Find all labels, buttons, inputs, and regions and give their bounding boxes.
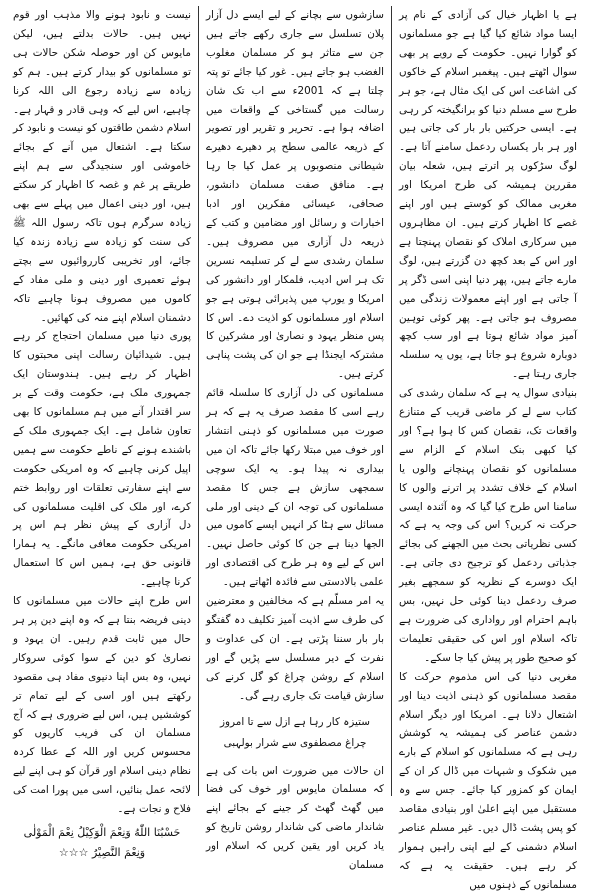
article-paragraph: یہ امر مسلّم ہے کہ مخالفین و معترضین کی طرف سے اذیت آمیز تکلیف دہ گفتگو بار بار سننا پڑتی ہے۔ ان کی عداوت و نفرت کے دیر مسلسل سے پڑیں گے اور اسلام کے روشن چراغ کو گل کرنے کی سازش قیامت تک جاری رہے گی۔ [206, 595, 384, 702]
article-paragraph: نیست و نابود ہونے والا مذہب اور قوم نہیں ہیں۔ حالات بدلتے ہیں، لیکن مایوس کن اور حوصلہ شکن حالات ہی تو مسلمانوں کو بیدار کرتے ہیں۔ ہم کو زیادہ سے زیادہ رجوع الی اللہ کرنا چاہیے، اس لیے کہ وہی قادر و قہار ہے۔ اسلام دشمن طاقتوں کو نیست و نابود کر سکتا ہے۔ اشتعال میں آنے کے بجائے خاموشی اور سنجیدگی سے ہم اپنے طریقے پر غم و غصہ کا اظہار کر سکتے ہیں، اور دینی اعمال میں پہلے سے بھی زیادہ سرگرم ہوں تاکہ رسول اللہ ﷺ کی سنت کو زیادہ سے زیادہ زندہ کیا جائے، اور تخریبی کارروائیوں سے بچتے ہوئے تعمیری اور دینی و ملی مفاد کے کاموں میں مصروف ہونا چاہیے تاکہ دشمنان اسلام اپنے منہ کی کھائیں۔ [13, 9, 191, 324]
article-paragraph: مغربی دنیا کی اس مذموم حرکت کا مقصد مسلمانوں کو ذہنی اذیت دینا اور اشتعال دلانا ہے۔ امریکا اور دیگر اسلام دشمن عناصر کی ہمیشہ یہ کوشش رہی ہے کہ مسلمانوں کو اسلام کے بارے میں شکوک و شبہات میں ڈال کر ان کے ایمان کو کمزور کیا جائے۔ جس سے وہ مستقبل میں اپنے اعلیٰ اور بنیادی مقاصد کو پس پشت ڈال دیں۔ غیر مسلم عناصر اسلام دشمنی کے لیے اپنی راہیں ہموار کر رہے ہیں۔ حقیقت یہ ہے کہ مسلمانوں کے ذہنوں میں [399, 670, 577, 891]
article-paragraph: بنیادی سوال یہ ہے کہ سلمان رشدی کی کتاب سے لے کر ماضی قریب کے متنازع واقعات تک، نقصان کس کا ہوا ہے؟ اور کیا کبھی بنک اسلام کے الزام سے مسلمانوں کو نقصان پہنچانے والوں یا اسلام کے خلاف تشدد پر اترنے والوں کا سامنا اس طرح کیا گیا کہ وہ آئندہ ایسی حرکت نہ کریں؟ اس کی وجہ یہ ہے کہ کسی نظریاتی بحث میں الجھنے کی بجائے جذباتی ردعمل کو ترجیح دی جاتی ہے۔ ایک دوسرے کے نظریہ کو سمجھے بغیر صرف ردعمل دینا کوئی حل نہیں، بس باہم احترام اور رواداری کی ضرورت ہے تاکہ اسلام اور اس کی حقیقی تعلیمات کو صحیح طور پر پیش کیا جا سکے۔ [399, 387, 577, 664]
article-paragraph: سازشوں سے بچانے کے لیے ایسے دل آزار پلان تسلسل سے جاری رکھے جاتے ہیں جن سے متاثر ہو کر مسلمان مغلوب الغضب ہو جاتے ہیں۔ غور کیا جائے تو پتہ چلتا ہے کہ 2001ء سے اب تک شان رسالت میں گستاخی کے واقعات میں اضافہ ہوا ہے۔ تحریر و تقریر اور تصویر کے ذریعہ عالمی سطح پر دھیرے دھیرے شیطانی منصوبوں پر عمل کیا جا رہا ہے۔ منافق صفت مسلمان دانشور، صحافی، عیسائی مفکرین اور ادبا اخبارات و رسائل اور مضامین و کتب کے ذریعہ دل آزاری میں مصروف ہیں۔ سلمان رشدی سے لے کر تسلیمہ نسرین تک ہر اس ادیب، فلمکار اور دانشور کی امریکا و یورپ میں پذیرائی ہوتی ہے جو اسلام اور مسلمانوں کو اذیت دے۔ اس کا پس منظر یہود و نصاریٰ اور مشرکین کا مشترکہ ایجنڈا ہے جو ان کی پشت پناہی کرتے ہیں۔ [206, 9, 384, 381]
article-paragraph: ہے یا اظہار خیال کی آزادی کے نام پر ایسا مواد شائع کیا گیا ہے جو مسلمانوں کو گوارا نہیں۔ حکومت کے رویے پر بھی سوال اٹھتے ہیں۔ پیغمبر اسلام کے خاکوں کی اشاعت اس کی ایک مثال ہے، جو ہر طرح سے مسلم دنیا کو برانگیختہ کر رہی ہے۔ ایسی حرکتیں بار بار کی جاتی ہیں اور ہر بار یکساں ردعمل سامنے آتا ہے۔ لوگ سڑکوں پر اترتے ہیں، شعلہ بیان مقررین ہمیشہ کی طرح امریکا اور مغربی ممالک کو کوستے ہیں اور اپنے غصے کا اظہار کرتے ہیں۔ ان مظاہروں میں سرکاری املاک کو نقصان پہنچتا ہے اور اس کے بعد کچھ دن گزرتے ہیں، لوگ مارے جاتے ہیں، پھر دنیا اپنی اسی ڈگر پر آ جاتی ہے اور اپنے معمولات زندگی میں مصروف ہو جاتی ہے۔ پھر کوئی توہین آمیز مواد شائع ہوتا ہے اور سب کچھ دوبارہ شروع ہو جاتا ہے، یوں یہ سلسلہ جاری رہتا ہے۔ [399, 9, 577, 381]
article-column-middle [199, 6, 392, 872]
article-column-right [392, 6, 584, 891]
article-paragraph: اس طرح اپنے حالات میں مسلمانوں کا دینی فریضہ بنتا ہے کہ وہ اپنے دین پر ہر حال میں ثابت قدم رہیں۔ ان یہود و نصاریٰ کو دین کے سوا کوئی سروکار نہیں، وہ بس اپنا دنیوی مفاد ہی مقصود رکھتے ہیں اور اسی کے لیے تمام تر کوششیں ہیں، اس لیے ضروری ہے کہ آج مسلمان ان کی فریب کاریوں کو محسوس کریں اور اللہ کے عطا کردہ نظام دینی اسلام اور قرآن کو ہی اپنے لیے لائحہ عمل بنائیں، اسی میں پورا امت کی فلاح و نجات ہے۔ [13, 595, 191, 816]
poetry-couplet: ستیزہ کار رہا ہے ازل سے تا امروز چراغ مصطفوی سے شرار بولہبی [219, 715, 371, 749]
article-column-left [6, 6, 199, 859]
article-paragraph: پوری دنیا میں مسلمان احتجاج کر رہے ہیں۔ شیدائیان رسالت اپنی محبتوں کا اظہار کر رہے ہیں۔ ہندوستان ایک جمہوری ملک ہے، حکومت وقت کے بر سر اقتدار آنے میں ہم مسلمانوں کا بھی تعاون شامل ہے۔ ایک جمہوری ملک کے باشندے ہونے کے ناطے حکومت سے ہمیں اپیل کرنی چاہیے کہ وہ امریکی حکومت سے اپنے سفارتی تعلقات اور روابط ختم کرے، اور ملک کی اقلیت مسلمانوں کی دل آزاری کے پیش نظر ہم اس پر امریکی حکومت معافی مانگے۔ یہ ہمارا قانونی حق ہے، ہمیں اس کا استعمال کرنا چاہیے۔ [13, 330, 191, 589]
article-paragraph: ان حالات میں ضرورت اس بات کی ہے کہ مسلمان مایوس اور خوف کی فضا میں گھٹ گھٹ کر جینے کے بجائے اپنے شاندار ماضی کی شاندار روشن تاریخ کو یاد کریں اور یقین کریں کہ اسلام اور مسلمان [206, 764, 384, 872]
article-paragraph: مسلمانوں کی دل آزاری کا سلسلہ قائم رہے اسی کا مقصد صرف یہ ہے کہ ہر صورت میں مسلمانوں کو ذہنی انتشار اور خوف میں مبتلا رکھا جائے تاکہ ان میں بیداری نہ پیدا ہو۔ یہ ایک سوچی سمجھی سازش ہے جس کا مقصد مسلمانوں کی توجہ ان کے دینی اور ملی مسائل سے ہٹا کر انہیں ایسے کاموں میں الجھا دینا ہے جن کا کوئی حاصل نہیں۔ اس کے لیے وہ ہر طرح کی اقتصادی اور علمی بالادستی سے فائدہ اٹھاتے ہیں۔ [206, 387, 384, 589]
closing-dua: حَسْبُنَا اللّٰهُ وَنِعْمَ الْوَکِیْلُ نِعْمَ الْمَوْلٰی وَنِعْمَ النَّصِیْرُ ☆☆☆ [23, 825, 181, 859]
